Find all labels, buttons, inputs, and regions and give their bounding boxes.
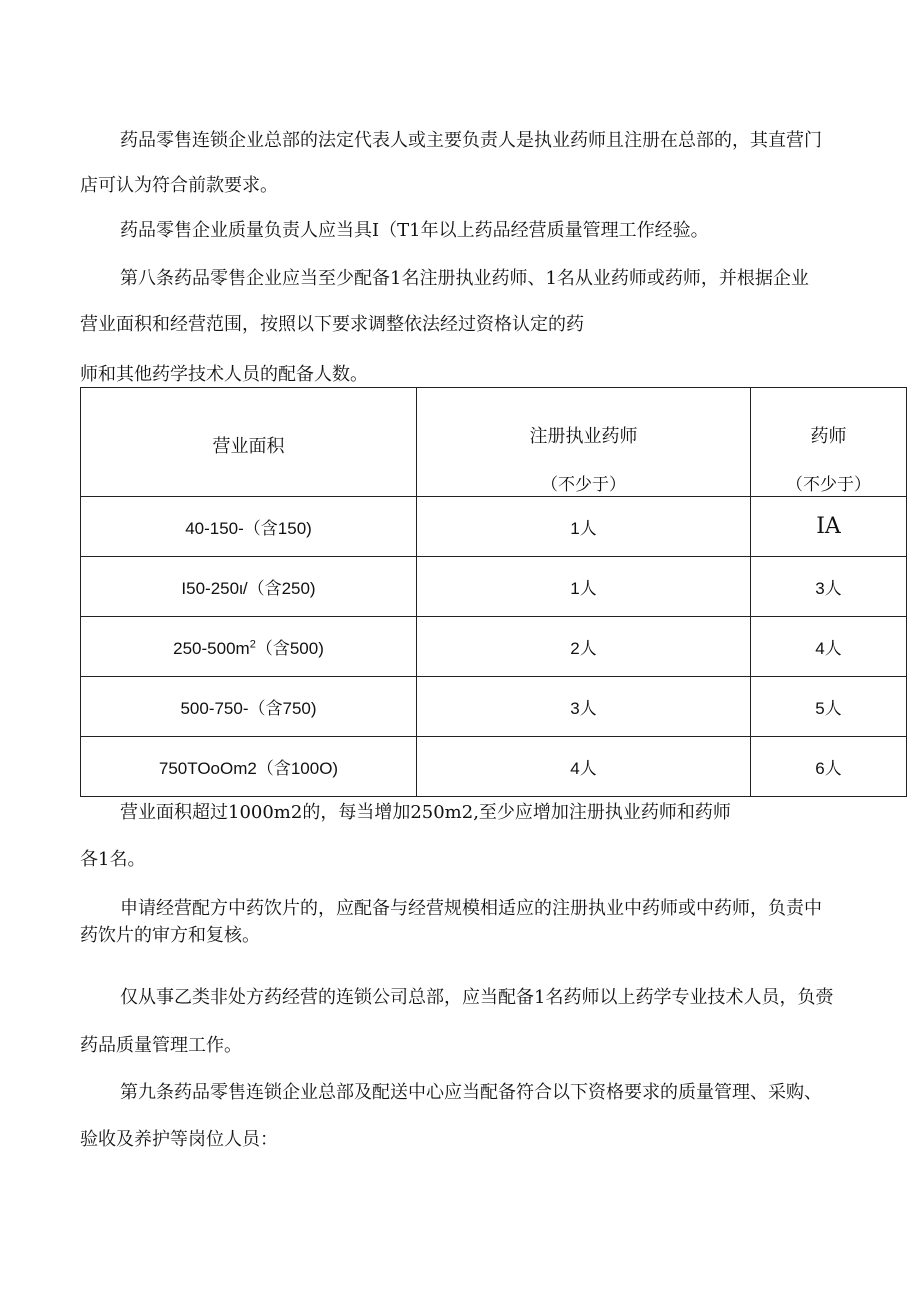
cell-pharmacist: 5人	[751, 677, 907, 737]
paragraph-4-line-1: 营业面积超过1000m2的，每当增加250m2,至少应增加注册执业药师和药师	[120, 802, 731, 823]
paragraph-5-line-2: 药饮片的审方和复核。	[80, 925, 260, 946]
header-pharmacist-label: 药师	[810, 426, 847, 446]
header-pharmacist	[751, 388, 907, 497]
header-area-label: 营业面积	[212, 436, 285, 456]
cell-pharmacist: IA	[751, 497, 907, 557]
cell-licensed: 4人	[417, 737, 751, 797]
cell-area: 40-150-（含150)	[81, 497, 417, 557]
paragraph-7-line-1: 第九条药品零售连锁企业总部及配送中心应当配备符合以下资格要求的质量管理、采购、	[120, 1082, 822, 1103]
paragraph-5-line-1: 申请经营配方中药饮片的，应配备与经营规模相适应的注册执业中药师或中药师，负责中	[120, 898, 822, 919]
paragraph-1-line-2: 店可认为符合前款要求。	[80, 175, 278, 196]
cell-pharmacist: 6人	[751, 737, 907, 797]
header-licensed-pharmacist	[417, 388, 751, 497]
cell-licensed: 1人	[417, 557, 751, 617]
paragraph-6-line-2: 药品质量管理工作。	[80, 1035, 242, 1056]
cell-area: I50-250ι/（含250)	[81, 557, 417, 617]
paragraph-2: 药品零售企业质量负责人应当具I（T1年以上药品经营质量管理工作经验。	[120, 220, 709, 241]
table-header-row	[81, 388, 907, 497]
header-area	[81, 388, 417, 497]
cell-area-tail: （含500)	[255, 639, 324, 658]
staffing-table	[80, 387, 907, 797]
paragraph-6-line-1: 仅从事乙类非处方药经营的连锁公司总部，应当配备1名药师以上药学专业技术人员，负赍	[120, 987, 834, 1008]
cell-pharmacist: 4人	[751, 617, 907, 677]
cell-area	[81, 617, 417, 677]
paragraph-4-line-2: 各1名。	[80, 849, 146, 870]
cell-licensed: 2人	[417, 617, 751, 677]
cell-area: 750TOoOm2（含100O)	[81, 737, 417, 797]
paragraph-3-line-1: 第八条药品零售企业应当至少配备1名注册执业药师、1名从业药师或药师，并根据企业	[120, 268, 809, 289]
cell-licensed: 3人	[417, 677, 751, 737]
header-licensed-label: 注册执业药师	[529, 426, 638, 446]
paragraph-1-line-1: 药品零售连锁企业总部的法定代表人或主要负责人是执业药师且注册在总部的，其直营门	[120, 130, 822, 151]
paragraph-3-line-2: 营业面积和经营范围，按照以下要求调整依法经过资格认定的药	[80, 314, 584, 335]
cell-licensed: 1人	[417, 497, 751, 557]
table-row	[81, 497, 907, 557]
cell-area-main: 250-500m	[173, 639, 250, 658]
table-row	[81, 557, 907, 617]
header-pharmacist-note: （不少于）	[786, 475, 871, 494]
cell-pharmacist: 3人	[751, 557, 907, 617]
paragraph-3-line-3: 师和其他药学技术人员的配备人数。	[80, 364, 368, 385]
table-row	[81, 677, 907, 737]
paragraph-7-line-2: 验收及养护等岗位人员：	[80, 1129, 278, 1150]
table-row	[81, 737, 907, 797]
cell-area: 500-750-（含750)	[81, 677, 417, 737]
table-row	[81, 617, 907, 677]
cell-area-sup: 2	[249, 638, 256, 651]
header-licensed-note: （不少于）	[541, 475, 626, 494]
